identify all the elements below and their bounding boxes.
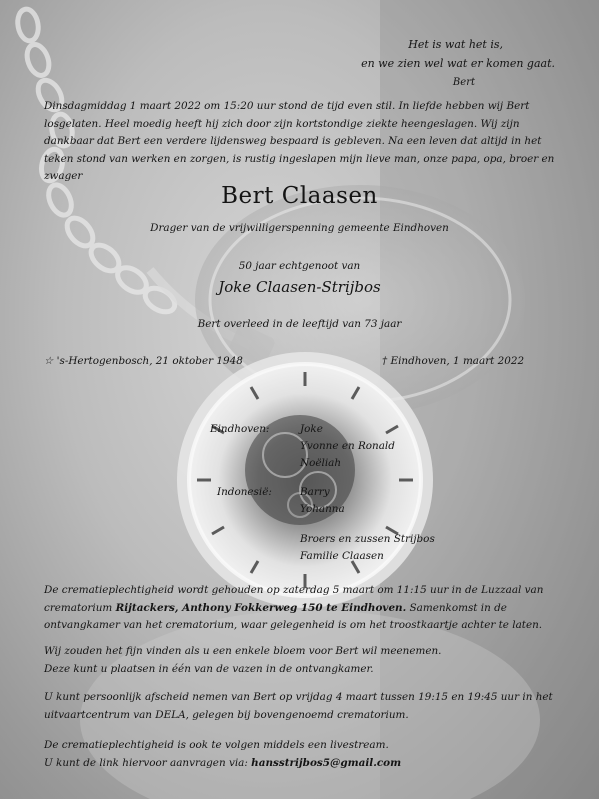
flowers-line-1: Wij zouden het fijn vinden als u een enkele bloem voor Bert wil meenemen. (44, 645, 442, 657)
family-member: Barry (300, 486, 330, 498)
intro-paragraph: Dinsdagmiddag 1 maart 2022 om 15:20 uur stond de tijd even stil. In liefde hebben wij Bert losgelaten. Heel moedig heeft hij zich door zijn kortstondige ziekte heengeslagen. Wij zijn dankbaar dat Bert een verdere lijdensweg bespaard is gebleven. Na een leven dat altijd in het teken stond van werken en zorgen, is rustig ingeslapen mijn lieve man, onze papa, opa, broer en zwager (44, 100, 555, 183)
death-place-date: Eindhoven, 1 maart 2022 (390, 355, 525, 367)
family-location-eindhoven: Eindhoven: (210, 423, 270, 435)
family-names-indonesie (300, 484, 345, 518)
family-member: Broers en zussen Strijbos (300, 533, 435, 545)
farewell-line-2: uitvaartcentrum van DELA, gelegen bij bovengenoemd crematorium. (44, 708, 409, 721)
livestream-paragraph (44, 737, 564, 772)
flowers-line-2: Deze kunt u plaatsen in één van de vazen in de ontvangkamer. (44, 662, 374, 675)
birth-place-date: 's-Hertogenbosch, 21 oktober 1948 (56, 355, 243, 367)
farewell-line-1: U kunt persoonlijk afscheid nemen van Bert op vrijdag 4 maart tussen 19:15 en 19:45 uur in het (44, 691, 553, 703)
spouse-label: 50 jaar echtgenoot van (238, 260, 361, 272)
age-line: Bert overleed in de leeftijd van 73 jaar (197, 318, 402, 330)
funeral-line-1: De crematieplechtigheid wordt gehouden op zaterdag 5 maart om 11:15 uur in de Luzzaal van (44, 584, 544, 596)
family-names-eindhoven (300, 421, 395, 472)
death-line (382, 355, 524, 367)
family-names-others (300, 531, 435, 565)
funeral-line-3: ontvangkamer van het crematorium, waar gelegenheid is om het troostkaartje achter te laten. (44, 619, 543, 632)
contact-email-link[interactable]: hansstrijbos5@gmail.com (251, 756, 402, 769)
farewell-paragraph (44, 689, 564, 724)
livestream-line-1: De crematieplechtigheid is ook te volgen middels een livestream. (44, 739, 389, 751)
honor-line: Drager van de vrijwilligerspenning gemeente Eindhoven (150, 222, 449, 234)
family-member: Familie Claasen (300, 550, 384, 562)
opening-quote (315, 35, 555, 92)
family-member: Joke (300, 423, 323, 435)
quote-author: Bert (452, 77, 475, 88)
livestream-line-2: U kunt de link hiervoor aanvragen via: hansstrijbos5@gmail.com (44, 756, 402, 769)
crematorium-address: Rijtackers, Anthony Fokkerweg 150 te Eindhoven. (115, 601, 407, 614)
star-icon: ☆ (44, 355, 54, 367)
deceased-name: Bert Claasen (221, 183, 378, 209)
family-member: Yohanna (300, 503, 345, 515)
funeral-line-2: crematorium Rijtackers, Anthony Fokkerweg 150 te Eindhoven. Samenkomst in de (44, 601, 507, 614)
quote-line-1: Het is wat het is, (408, 38, 503, 51)
family-location-indonesie: Indonesië: (217, 486, 272, 498)
flowers-paragraph (44, 643, 564, 678)
birth-line (44, 355, 243, 367)
quote-line-2: en we zien wel wat er komen gaat. (361, 57, 555, 70)
family-member: Yvonne en Ronald (300, 440, 395, 452)
spouse-name: Joke Claasen-Strijbos (218, 278, 381, 296)
funeral-paragraph (44, 582, 564, 635)
cross-icon: † (382, 355, 388, 367)
family-member: Noëliah (300, 457, 342, 469)
